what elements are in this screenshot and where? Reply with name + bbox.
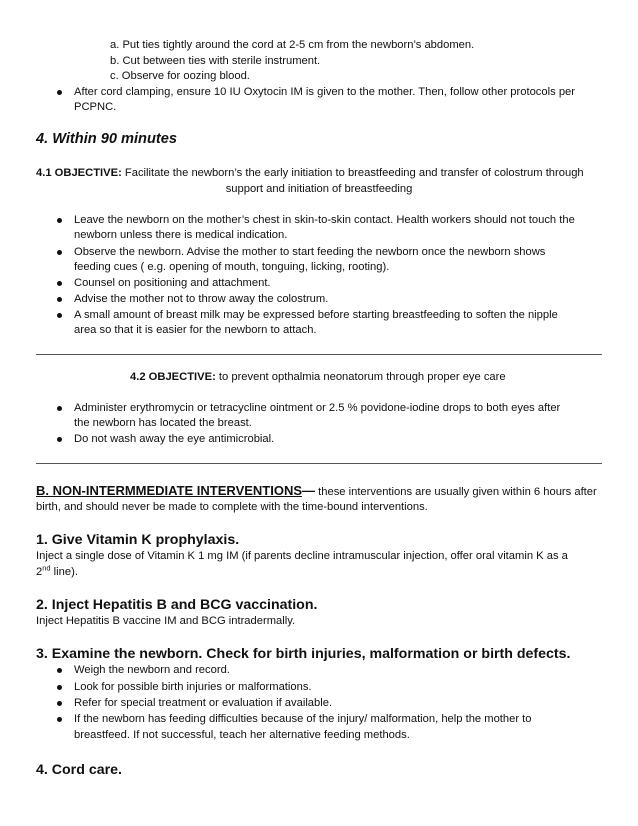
section-b-text: these interventions are usually given within 6 hours after xyxy=(315,486,597,498)
bullet-icon xyxy=(57,717,62,722)
bullet-icon xyxy=(57,668,62,673)
objective-4-1 xyxy=(36,166,602,181)
objective-4-2-text: to prevent opthalmia neonatorum through proper eye care xyxy=(215,371,506,383)
step-c: c. Observe for oozing blood. xyxy=(110,70,250,82)
oxytocin-line-1: After cord clamping, ensure 10 IU Oxytocin IM is given to the mother. Then, follow other protocols per xyxy=(74,86,575,98)
divider xyxy=(36,463,602,464)
hepatitis-b-text: Inject Hepatitis B vaccine IM and BCG intradermally. xyxy=(36,615,296,627)
bullet-icon xyxy=(57,90,62,95)
bullet-icon xyxy=(57,250,62,255)
objective-4-1-text: Facilitate the newborn’s the early initiation to breastfeeding and transfer of colostrum through xyxy=(121,167,584,179)
objective-4-2-label: 4.2 OBJECTIVE: xyxy=(130,371,216,383)
vitamin-k-line-2: 2nd line). xyxy=(36,563,78,578)
bullet-icon xyxy=(57,437,62,442)
section-b-text-2: birth, and should never be made to complete with the time-bound interventions. xyxy=(36,501,428,513)
cord-care-heading: 4. Cord care. xyxy=(36,762,122,778)
list-item: Administer erythromycin or tetracycline ointment or 2.5 % povidone-iodine drops to both eyes after xyxy=(74,402,561,414)
list-item: Advise the mother not to throw away the colostrum. xyxy=(74,293,329,305)
examine-heading: 3. Examine the newborn. Check for birth injuries, malformation or birth defects. xyxy=(36,646,571,662)
objective-4-1-line-2: support and initiation of breastfeeding xyxy=(225,183,413,195)
list-item: Leave the newborn on the mother’s chest in skin-to-skin contact. Health workers should not touch the xyxy=(74,214,575,226)
vitamin-k-heading: 1. Give Vitamin K prophylaxis. xyxy=(36,532,240,548)
list-item: If the newborn has feeding difficulties because of the injury/ malformation, help the mother to xyxy=(74,713,532,725)
list-item: Look for possible birth injuries or malformations. xyxy=(74,681,312,693)
section-b-heading: B. NON-INTERMMEDIATE INTERVENTIONS xyxy=(36,483,303,498)
divider xyxy=(36,354,602,355)
list-item: Do not wash away the eye antimicrobial. xyxy=(74,433,275,445)
objective-4-1-label: 4.1 OBJECTIVE: xyxy=(36,167,122,179)
step-a: a. Put ties tightly around the cord at 2-5 cm from the newborn’s abdomen. xyxy=(110,39,475,51)
bullet-icon xyxy=(57,406,62,411)
list-item: A small amount of breast milk may be expressed before starting breastfeeding to soften the nipple xyxy=(74,309,558,321)
section-b xyxy=(36,483,602,500)
hepatitis-b-heading: 2. Inject Hepatitis B and BCG vaccination. xyxy=(36,597,318,613)
list-item-cont: area so that it is easier for the newborn to attach. xyxy=(74,324,317,336)
bullet-icon xyxy=(57,218,62,223)
list-item: Observe the newborn. Advise the mother to start feeding the newborn once the newborn shows xyxy=(74,246,546,258)
vitamin-k-line-1: Inject a single dose of Vitamin K 1 mg IM (if parents decline intramuscular injection, offer oral vitamin K as a xyxy=(36,550,568,562)
bullet-icon xyxy=(57,685,62,690)
oxytocin-line-2: PCPNC. xyxy=(74,101,117,113)
list-item: Refer for special treatment or evaluation if available. xyxy=(74,697,333,709)
list-item-cont: newborn unless there is medical indication. xyxy=(74,229,288,241)
list-item-cont: the newborn has located the breast. xyxy=(74,417,252,429)
list-item-cont: breastfeed. If not successful, teach her alternative feeding methods. xyxy=(74,729,410,741)
bullet-icon xyxy=(57,281,62,286)
step-b: b. Cut between ties with sterile instrument. xyxy=(110,55,321,67)
bullet-icon xyxy=(57,701,62,706)
bullet-icon xyxy=(57,313,62,318)
section-b-dash: — xyxy=(302,483,316,498)
objective-4-2 xyxy=(130,370,506,385)
section-4-heading: 4. Within 90 minutes xyxy=(36,131,177,147)
list-item-cont: feeding cues ( e.g. opening of mouth, tonguing, licking, rooting). xyxy=(74,261,390,273)
bullet-icon xyxy=(57,297,62,302)
list-item: Weigh the newborn and record. xyxy=(74,664,230,676)
list-item: Counsel on positioning and attachment. xyxy=(74,277,271,289)
